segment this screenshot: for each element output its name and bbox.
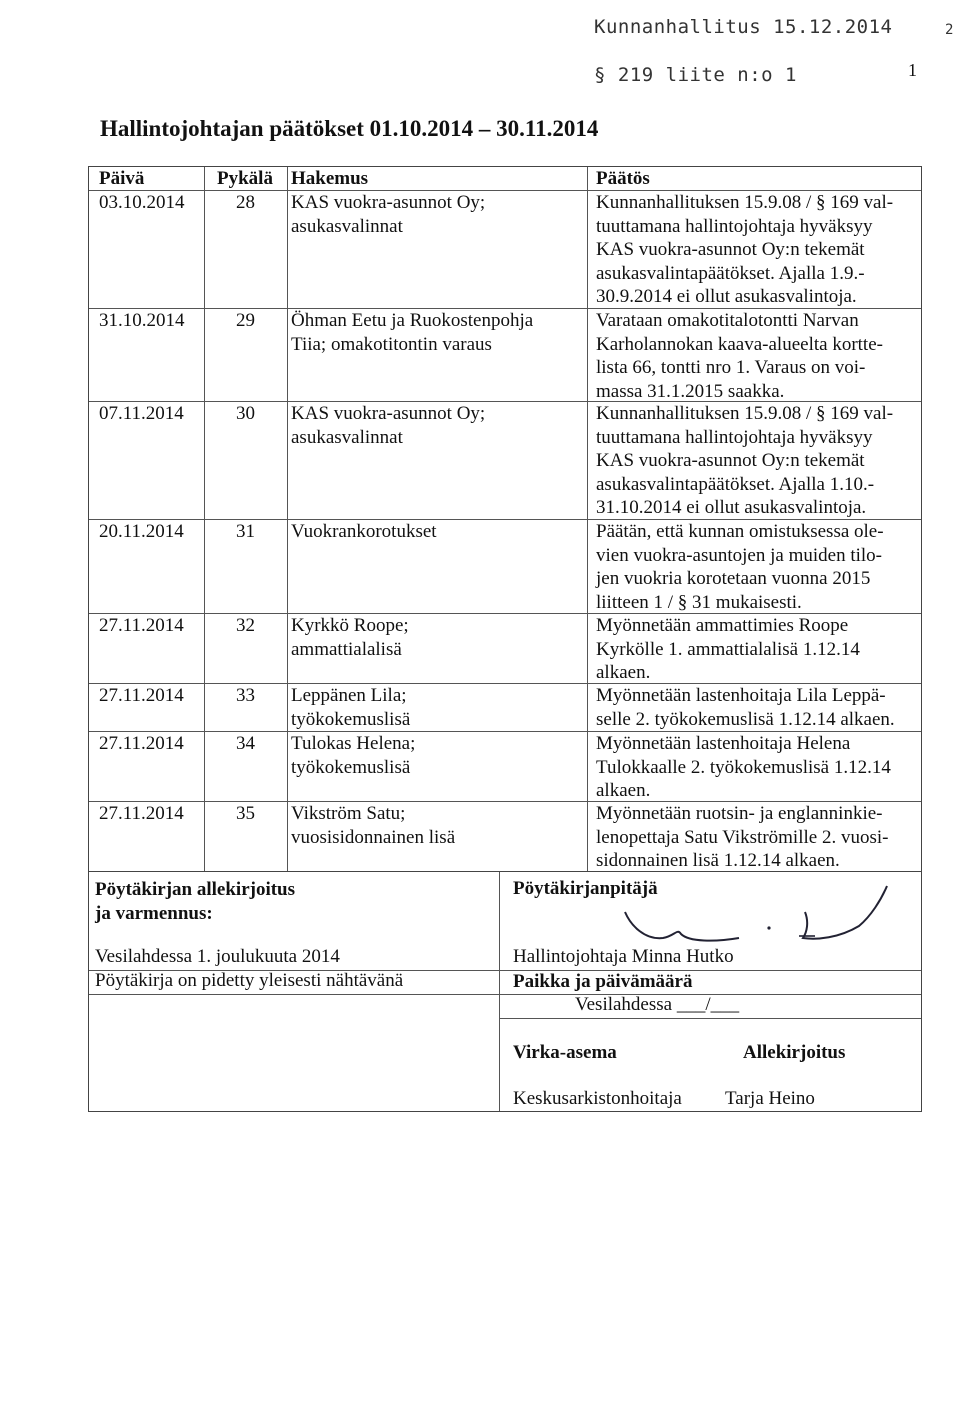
row-application: Tulokas Helena; työkokemuslisä <box>291 733 416 778</box>
row-section: 35 <box>236 803 255 824</box>
row-date: 27.11.2014 <box>99 803 184 824</box>
row-section: 28 <box>236 192 255 213</box>
signature-column-heading: Allekirjoitus <box>743 1042 846 1063</box>
row-section: 32 <box>236 615 255 636</box>
position-value: Keskusarkistonhoitaja <box>513 1088 682 1109</box>
row-date: 20.11.2014 <box>99 521 184 542</box>
column-divider <box>499 872 500 1111</box>
row-application: Vuokrankorotukset <box>291 521 437 542</box>
signature-heading: Pöytäkirjan allekirjoitus ja varmennus: <box>95 879 296 924</box>
row-decision: Myönnetään lastenhoitaja Lila Leppä- selle 2. työkokemuslisä 1.12.14 alkaen. <box>596 685 895 730</box>
row-decision: Kunnanhallituksen 15.9.08 / § 169 val- tuuttamana hallintojohtaja hyväksyy KAS vuokra-asunnot Oy:n tekemät asukasvalintapäätökset. Ajalla 1.10.- 31.10.2014 ei ollut asukasvalintoja. <box>596 403 894 518</box>
row-decision: Päätän, että kunnan omistuksessa ole- vien vuokra-asuntojen ja muiden tilo- jen vuokria korotetaan vuonna 2015 liitteen 1 / § 31 mukaisesti. <box>596 521 884 613</box>
page-number: 2 <box>945 22 954 38</box>
row-application: Kyrkkö Roope; ammattialalisä <box>291 615 409 660</box>
row-section: 29 <box>236 310 255 331</box>
secretary-name: Hallintojohtaja Minna Hutko <box>513 946 734 967</box>
signature-section <box>88 872 922 1112</box>
row-date: 27.11.2014 <box>99 685 184 706</box>
row-date: 31.10.2014 <box>99 310 185 331</box>
signatory-name: Tarja Heino <box>725 1088 815 1109</box>
attachment-reference: § 219 liite n:o 1 <box>594 64 797 86</box>
row-application: Vikström Satu; vuosisidonnainen lisä <box>291 803 456 848</box>
row-decision: Kunnanhallituksen 15.9.08 / § 169 val- tuuttamana hallintojohtaja hyväksyy KAS vuokra-asunnot Oy:n tekemät asukasvalintapäätökset. Ajalla 1.9.- 30.9.2014 ei ollut asukasvalintoja. <box>596 192 894 307</box>
header-section: Pykälä <box>217 168 273 189</box>
row-application: Öhman Eetu ja Ruokostenpohja Tiia; omakotitontin varaus <box>291 310 534 355</box>
header-date: Päivä <box>99 168 145 189</box>
row-section: 34 <box>236 733 255 754</box>
row-decision: Myönnetään ruotsin- ja englanninkie- lenopettaja Satu Vikströmille 2. vuosi- sidonnainen lisä 1.12.14 alkaen. <box>596 803 889 871</box>
position-heading: Virka-asema <box>513 1042 617 1063</box>
row-date: 03.10.2014 <box>99 192 185 213</box>
header-decision: Päätös <box>596 168 650 189</box>
row-application: KAS vuokra-asunnot Oy; asukasvalinnat <box>291 192 486 237</box>
row-decision: Varataan omakotitalotontti Narvan Karholannokan kaava-alueelta kortte- lista 66, tontti nro 1. Varaus on voi- massa 31.1.2015 saakka. <box>596 310 883 402</box>
secretary-heading: Pöytäkirjanpitäjä <box>513 878 658 899</box>
row-divider <box>89 994 921 995</box>
row-section: 30 <box>236 403 255 424</box>
row-section: 33 <box>236 685 255 706</box>
place-date-heading: Paikka ja päivämäärä <box>513 971 693 992</box>
row-application: Leppänen Lila; työkokemuslisä <box>291 685 411 730</box>
header-application: Hakemus <box>291 168 369 189</box>
meeting-header: Kunnanhallitus 15.12.2014 <box>594 16 893 38</box>
handwritten-signature <box>619 882 919 956</box>
decisions-table <box>88 166 922 872</box>
row-divider <box>500 1018 921 1019</box>
public-notice: Pöytäkirja on pidetty yleisesti nähtävänä <box>95 970 404 991</box>
row-date: 07.11.2014 <box>99 403 184 424</box>
place-date-value: Vesilahdessa ___/___ <box>575 994 740 1015</box>
row-decision: Myönnetään ammattimies Roope Kyrkölle 1. ammattialalisä 1.12.14 alkaen. <box>596 615 860 683</box>
row-section: 31 <box>236 521 255 542</box>
row-application: KAS vuokra-asunnot Oy; asukasvalinnat <box>291 403 486 448</box>
row-date: 27.11.2014 <box>99 733 184 754</box>
document-title: Hallintojohtajan päätökset 01.10.2014 – 30.11.2014 <box>100 116 599 141</box>
signing-place-date: Vesilahdessa 1. joulukuuta 2014 <box>95 946 340 967</box>
row-decision: Myönnetään lastenhoitaja Helena Tulokkaalle 2. työkokemuslisä 1.12.14 alkaen. <box>596 733 891 801</box>
row-date: 27.11.2014 <box>99 615 184 636</box>
page-mark: 1 <box>908 60 917 80</box>
